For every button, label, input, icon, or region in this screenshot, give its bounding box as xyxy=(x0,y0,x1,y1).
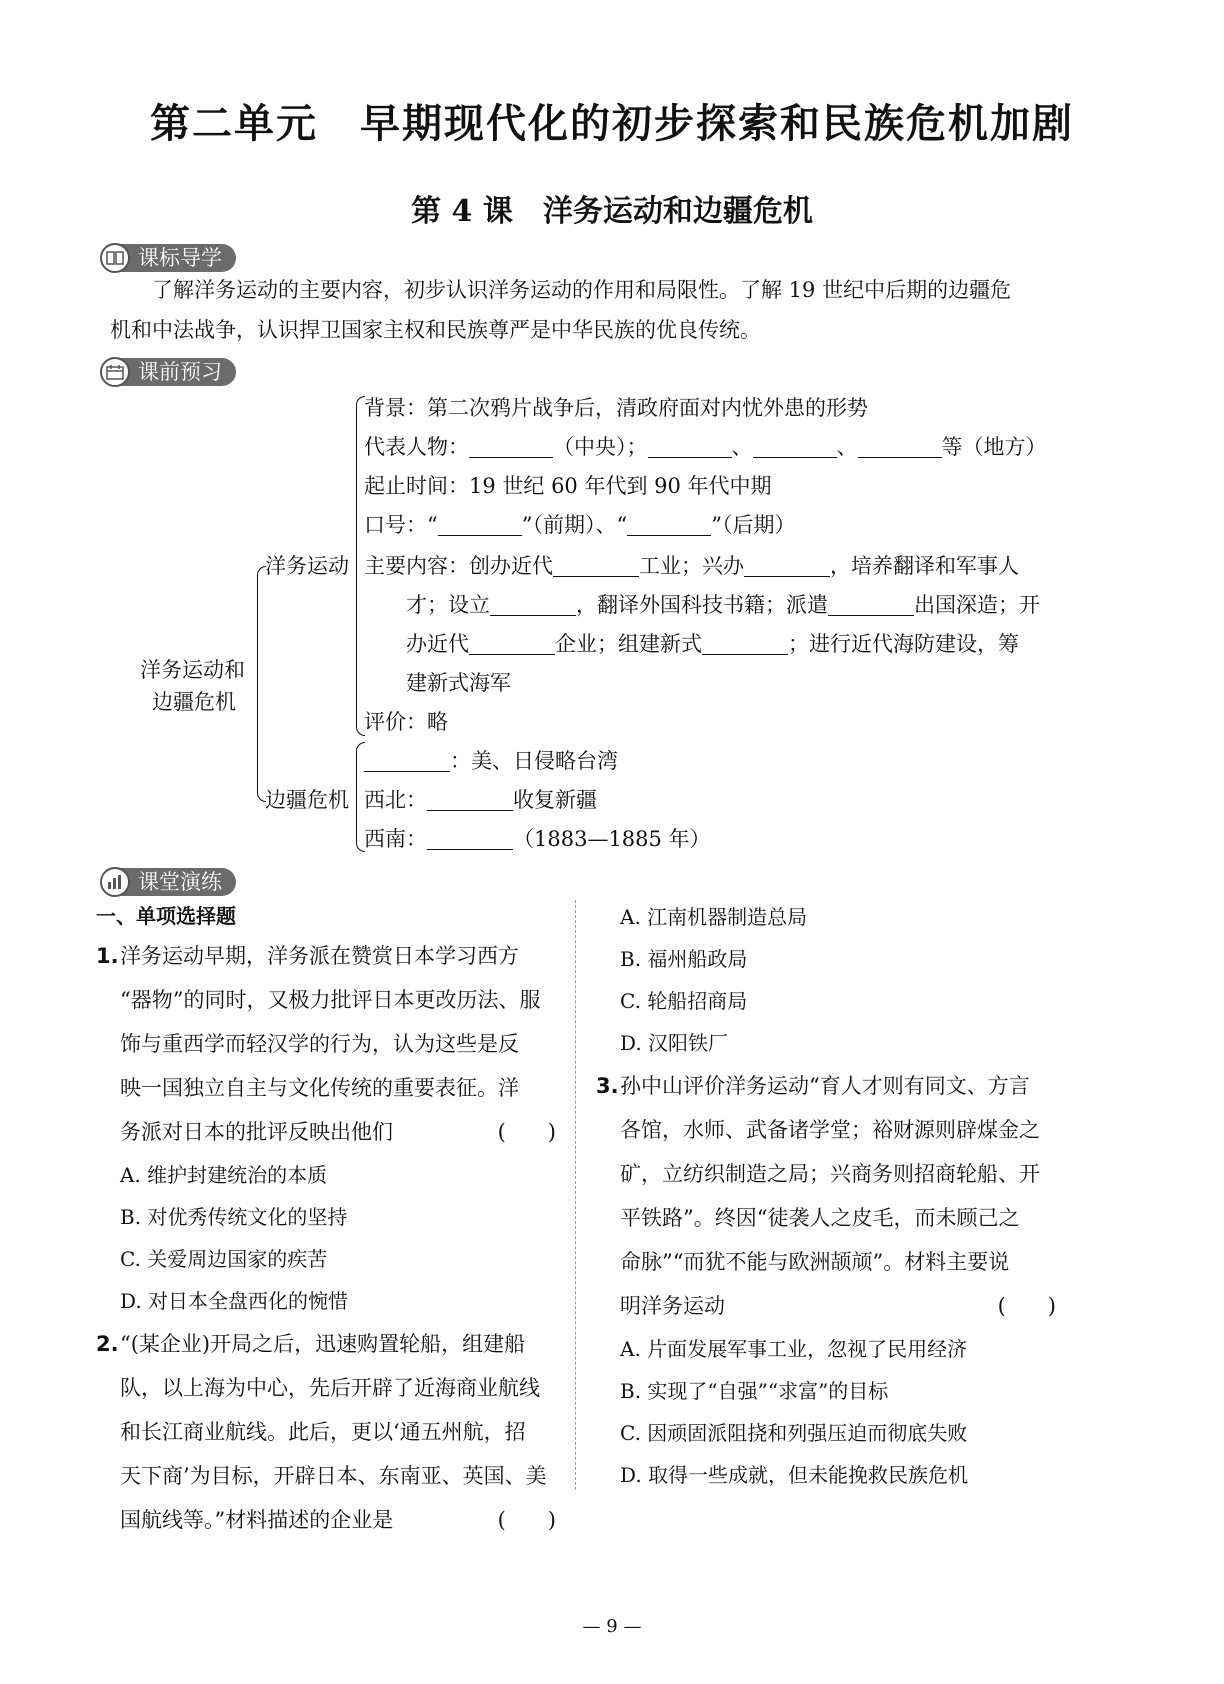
answer-blank[interactable] xyxy=(364,747,450,772)
answer-blank[interactable] xyxy=(427,825,513,850)
question-line: “器物”的同时，又极力批评日本更改历法、服 xyxy=(120,988,541,1012)
option-a[interactable]: A. 维护封建统治的本质 xyxy=(120,1163,328,1187)
outline-slogan: 口号：“ ”（前期）、“ ”（后期） xyxy=(364,513,796,537)
practice-left-column xyxy=(96,898,566,1542)
answer-blank[interactable] xyxy=(627,511,711,536)
outline-content-line1: 主要内容：创办近代 工业；兴办 ，培养翻译和军事人 xyxy=(364,554,1019,578)
outline-background: 背景：第二次鸦片战争后，清政府面对内忧外患的形势 xyxy=(364,396,868,420)
practice-right-column xyxy=(596,896,1066,1496)
answer-parentheses[interactable]: ( ) xyxy=(997,1294,1056,1318)
outline-crisis-taiwan: ：美、日侵略台湾 xyxy=(364,741,618,781)
option-b[interactable]: B. 对优秀传统文化的坚持 xyxy=(120,1205,348,1229)
outline-crisis-northwest: 西北： 收复新疆 xyxy=(364,788,597,812)
guide-paragraph xyxy=(110,270,1130,350)
outline-crisis-southwest: 西南： （1883—1885 年） xyxy=(364,827,711,851)
outline-content-line2: 才；设立 ，翻译外国科技书籍；派遣 出国深造；开 xyxy=(406,593,1040,617)
answer-blank[interactable] xyxy=(828,591,914,616)
answer-blank[interactable] xyxy=(553,552,639,577)
answer-blank[interactable] xyxy=(744,552,830,577)
chart-icon xyxy=(100,867,130,897)
lesson-title: 第 4 课 洋务运动和边疆危机 xyxy=(411,194,813,229)
answer-blank[interactable] xyxy=(648,433,732,458)
outline-representatives: 代表人物： （中央）； 、 、 等（地方） xyxy=(364,435,1047,459)
option-b[interactable]: B. 实现了“自强”“求富”的目标 xyxy=(620,1379,889,1403)
root-brace xyxy=(257,566,266,802)
outline-evaluation: 评价：略 xyxy=(364,710,448,734)
question-line: 各馆，水师、武备诸学堂；裕财源则辟煤金之 xyxy=(620,1118,1040,1142)
answer-blank[interactable] xyxy=(858,433,942,458)
option-a[interactable]: A. 江南机器制造总局 xyxy=(620,905,808,929)
answer-blank[interactable] xyxy=(753,433,837,458)
section-header-guide xyxy=(100,244,236,272)
option-a[interactable]: A. 片面发展军事工业，忽视了民用经济 xyxy=(620,1337,968,1361)
question-line: 明洋务运动 xyxy=(620,1294,725,1318)
question-number: 1. xyxy=(96,944,119,968)
question-line: 命脉”“而犹不能与欧洲颉颃”。材料主要说 xyxy=(620,1250,1010,1274)
answer-blank[interactable] xyxy=(702,630,788,655)
option-d[interactable]: D. 对日本全盘西化的惋惜 xyxy=(120,1289,349,1313)
practice-heading: 一、单项选择题 xyxy=(96,904,236,928)
question-line: 队，以上海为中心，先后开辟了近海商业航线 xyxy=(120,1376,540,1400)
question-line: 务派对日本的批评反映出他们 xyxy=(120,1120,393,1144)
branch-bianjiang: 边疆危机 xyxy=(265,788,349,812)
answer-parentheses[interactable]: ( ) xyxy=(497,1120,556,1144)
section-header-preview xyxy=(100,358,236,386)
outline-root-line2: 边疆危机 xyxy=(152,690,236,714)
section-label: 课堂演练 xyxy=(116,868,236,896)
answer-blank[interactable] xyxy=(427,786,513,811)
question-1 xyxy=(96,934,566,1322)
question-number: 3. xyxy=(596,1074,619,1098)
outline-content-line4: 建新式海军 xyxy=(406,671,511,695)
question-line: “(某企业)开局之后，迅速购置轮船，组建船 xyxy=(120,1332,526,1356)
answer-blank[interactable] xyxy=(469,433,553,458)
section-label: 课前预习 xyxy=(116,358,236,386)
outline-root-line1: 洋务运动和 xyxy=(140,658,245,682)
guide-line: 了解洋务运动的主要内容，初步认识洋务运动的作用和局限性。了解 19 世纪中后期的边疆危 xyxy=(152,278,1012,302)
question-line: 和长江商业航线。此后，更以‘通五州航，招 xyxy=(120,1420,526,1444)
option-d[interactable]: D. 取得一些成就，但未能挽救民族危机 xyxy=(620,1463,969,1487)
branch-yangwu: 洋务运动 xyxy=(265,554,349,578)
option-c[interactable]: C. 关爱周边国家的疾苦 xyxy=(120,1247,328,1271)
outline-time: 起止时间：19 世纪 60 年代到 90 年代中期 xyxy=(364,474,772,498)
question-line: 天下商’为目标，开辟日本、东南亚、英国、美 xyxy=(120,1464,547,1488)
outline-content-line3: 办近代 企业；组建新式 ；进行近代海防建设，筹 xyxy=(406,632,1019,656)
unit-title: 第二单元 早期现代化的初步探索和民族危机加剧 xyxy=(150,101,1074,147)
column-divider xyxy=(575,900,576,1490)
section-label: 课标导学 xyxy=(116,244,236,272)
question-2 xyxy=(96,1322,566,1542)
question-number: 2. xyxy=(96,1332,119,1356)
question-line: 矿，立纺织制造之局；兴商务则招商轮船、开 xyxy=(620,1162,1040,1186)
answer-blank[interactable] xyxy=(490,591,576,616)
question-3 xyxy=(596,1064,1066,1496)
answer-blank[interactable] xyxy=(438,511,522,536)
option-d[interactable]: D. 汉阳铁厂 xyxy=(620,1031,729,1055)
section-header-practice xyxy=(100,868,236,896)
guide-line: 机和中法战争，认识捍卫国家主权和民族尊严是中华民族的优良传统。 xyxy=(110,318,761,342)
question-line: 洋务运动早期，洋务派在赞赏日本学习西方 xyxy=(120,944,519,968)
question-line: 国航线等。”材料描述的企业是 xyxy=(120,1508,394,1532)
question-line: 饰与重西学而轻汉学的行为，认为这些是反 xyxy=(120,1032,519,1056)
answer-blank[interactable] xyxy=(469,630,555,655)
page-number: — 9 — xyxy=(582,1616,642,1637)
question-line: 孙中山评价洋务运动“育人才则有同文、方言 xyxy=(620,1074,1030,1098)
answer-parentheses[interactable]: ( ) xyxy=(497,1508,556,1532)
book-icon xyxy=(100,243,130,273)
option-c[interactable]: C. 轮船招商局 xyxy=(620,989,748,1013)
calendar-icon xyxy=(100,357,130,387)
option-b[interactable]: B. 福州船政局 xyxy=(620,947,748,971)
question-line: 映一国独立自主与文化传统的重要表征。洋 xyxy=(120,1076,519,1100)
option-c[interactable]: C. 因顽固派阻挠和列强压迫而彻底失败 xyxy=(620,1421,968,1445)
question-line: 平铁路”。终因“徒袭人之皮毛，而未顾己之 xyxy=(620,1206,1020,1230)
